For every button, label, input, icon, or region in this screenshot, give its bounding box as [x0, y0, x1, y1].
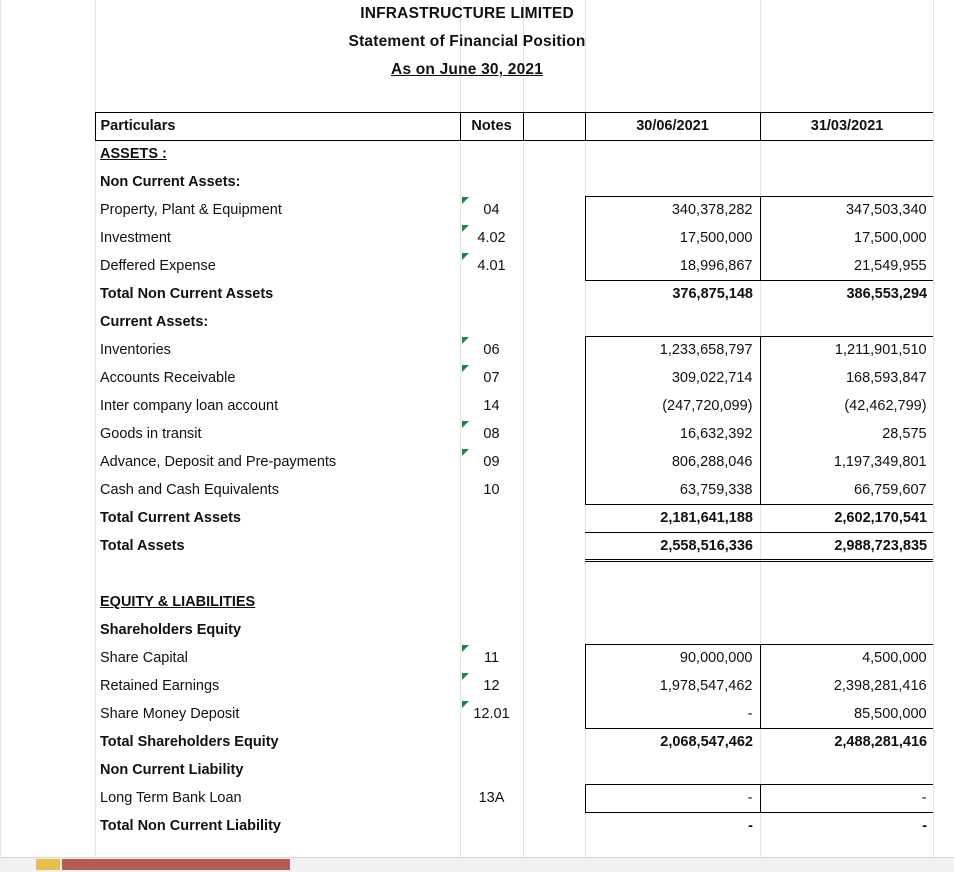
row-previous: 28,575 — [760, 420, 934, 448]
table-row — [0, 700, 934, 728]
row-notes — [460, 616, 523, 644]
row-current — [585, 168, 760, 196]
row-notes: 11 — [483, 650, 500, 666]
row-notes: 08 — [483, 426, 500, 442]
row-notes: 14 — [483, 398, 500, 414]
table-row-total — [0, 280, 934, 308]
table-row — [0, 588, 934, 616]
row-notes — [460, 140, 523, 168]
header-blank — [523, 112, 585, 140]
row-previous: 2,398,281,416 — [760, 672, 934, 700]
row-current — [585, 140, 760, 168]
table-row-total — [0, 812, 934, 840]
table-row — [0, 644, 934, 672]
row-notes — [460, 308, 523, 336]
comment-marker-icon — [462, 673, 469, 680]
row-notes: 13A — [478, 790, 505, 806]
table-row — [0, 448, 934, 476]
table-row — [0, 224, 934, 252]
right-margin-strip — [933, 0, 954, 872]
row-previous: 1,211,901,510 — [760, 336, 934, 364]
header-current-period: 30/06/2021 — [585, 112, 760, 140]
row-current — [585, 560, 760, 588]
title-row-date — [0, 56, 934, 84]
table-row-total — [0, 504, 934, 532]
row-label: Long Term Bank Loan — [100, 790, 242, 806]
scrollbar-segment-yellow[interactable] — [36, 859, 60, 870]
row-previous: 17,500,000 — [760, 224, 934, 252]
row-notes-cell — [460, 336, 523, 364]
row-label: Goods in transit — [100, 426, 202, 442]
row-label: EQUITY & LIABILITIES — [100, 594, 256, 610]
row-notes — [460, 532, 523, 560]
row-notes — [460, 280, 523, 308]
row-label: Cash and Cash Equivalents — [100, 482, 279, 498]
row-current: 63,759,338 — [585, 476, 760, 504]
row-label: Investment — [100, 230, 171, 246]
table-row — [0, 392, 934, 420]
row-label: Property, Plant & Equipment — [100, 202, 282, 218]
row-previous — [760, 756, 934, 784]
table-row-grand-total — [0, 532, 934, 560]
header-notes: Notes — [460, 112, 523, 140]
row-current: 1,978,547,462 — [585, 672, 760, 700]
row-previous: 4,500,000 — [760, 644, 934, 672]
row-notes: 09 — [483, 454, 500, 470]
row-label: Advance, Deposit and Pre-payments — [100, 454, 337, 470]
row-current: - — [748, 818, 753, 835]
row-current: - — [585, 784, 760, 812]
row-notes-cell — [460, 196, 523, 224]
comment-marker-icon — [462, 701, 469, 708]
row-label: Non Current Liability — [100, 762, 244, 778]
row-label: Total Assets — [100, 538, 185, 554]
row-label: ASSETS : — [100, 146, 167, 163]
row-label: Non Current Assets: — [100, 174, 241, 190]
row-notes: 04 — [483, 202, 500, 218]
row-current: 2,181,641,188 — [585, 504, 760, 532]
table-header-row — [0, 112, 934, 140]
row-notes — [460, 728, 523, 756]
header-particulars: Particulars — [95, 112, 460, 140]
row-previous: 2,602,170,541 — [760, 504, 934, 532]
table-row — [0, 168, 934, 196]
comment-marker-icon — [462, 253, 469, 260]
scrollbar-thumb[interactable] — [62, 859, 290, 870]
row-label: Total Current Assets — [100, 510, 241, 526]
row-previous — [760, 140, 934, 168]
row-label — [95, 560, 460, 588]
table-row-spacer — [0, 560, 934, 588]
table-row — [0, 196, 934, 224]
row-notes — [460, 560, 523, 588]
row-notes: 4.01 — [477, 258, 506, 274]
comment-marker-icon — [462, 449, 469, 456]
row-label: Share Capital — [100, 650, 188, 666]
row-notes-cell — [460, 448, 523, 476]
left-margin-cell — [0, 112, 95, 140]
company-title: INFRASTRUCTURE LIMITED — [360, 5, 574, 22]
row-label: Inter company loan account — [100, 398, 279, 414]
row-label: Total Non Current Liability — [100, 818, 281, 834]
row-current: 90,000,000 — [585, 644, 760, 672]
row-label: Shareholders Equity — [100, 622, 242, 638]
row-previous — [760, 588, 934, 616]
row-notes — [460, 168, 523, 196]
table-row — [0, 476, 934, 504]
row-label: Total Shareholders Equity — [100, 734, 279, 750]
row-previous: 168,593,847 — [760, 364, 934, 392]
row-current: 2,558,516,336 — [585, 532, 760, 560]
horizontal-scrollbar[interactable] — [0, 857, 954, 872]
comment-marker-icon — [462, 645, 469, 652]
row-current: (247,720,099) — [585, 392, 760, 420]
row-notes: 06 — [483, 342, 500, 358]
row-current: 16,632,392 — [585, 420, 760, 448]
row-label: Share Money Deposit — [100, 706, 240, 722]
row-notes-cell — [460, 364, 523, 392]
row-previous: 2,988,723,835 — [760, 532, 934, 560]
row-previous: (42,462,799) — [760, 392, 934, 420]
row-previous: - — [760, 784, 934, 812]
table-row — [0, 308, 934, 336]
row-notes: 10 — [483, 482, 500, 498]
row-current: 18,996,867 — [585, 252, 760, 280]
row-current: 376,875,148 — [672, 286, 753, 303]
row-label: Total Non Current Assets — [100, 286, 274, 302]
table-row — [0, 784, 934, 812]
row-notes — [460, 756, 523, 784]
row-notes — [460, 588, 523, 616]
spacer-row — [0, 84, 934, 112]
row-notes-cell — [460, 672, 523, 700]
row-previous: 347,503,340 — [760, 196, 934, 224]
table-row — [0, 420, 934, 448]
row-notes-cell — [460, 252, 523, 280]
row-notes — [460, 812, 523, 840]
row-label: Current Assets: — [100, 314, 209, 330]
table-row — [0, 252, 934, 280]
row-previous: 21,549,955 — [760, 252, 934, 280]
row-previous — [760, 616, 934, 644]
row-current: 340,378,282 — [585, 196, 760, 224]
row-previous: - — [922, 818, 928, 835]
row-notes: 07 — [483, 370, 500, 386]
comment-marker-icon — [462, 337, 469, 344]
row-current: 309,022,714 — [585, 364, 760, 392]
row-current: - — [585, 700, 760, 728]
comment-marker-icon — [462, 365, 469, 372]
header-previous-period: 31/03/2021 — [760, 112, 934, 140]
row-current: 806,288,046 — [585, 448, 760, 476]
row-notes-cell — [460, 420, 523, 448]
row-current — [585, 588, 760, 616]
row-notes: 12 — [483, 678, 500, 694]
row-label: Inventories — [100, 342, 171, 358]
row-notes: 4.02 — [477, 230, 506, 246]
row-current — [585, 616, 760, 644]
table-row — [0, 336, 934, 364]
row-previous: 66,759,607 — [760, 476, 934, 504]
comment-marker-icon — [462, 225, 469, 232]
table-row-total — [0, 728, 934, 756]
row-label: Deffered Expense — [100, 258, 216, 274]
row-notes — [460, 504, 523, 532]
row-notes: 12.01 — [473, 706, 510, 722]
row-label: Accounts Receivable — [100, 370, 236, 386]
row-previous — [760, 560, 934, 588]
table-row — [0, 672, 934, 700]
row-notes-cell — [460, 224, 523, 252]
row-notes-cell — [460, 700, 523, 728]
table-row — [0, 756, 934, 784]
table-row — [0, 616, 934, 644]
comment-marker-icon — [462, 197, 469, 204]
table-row — [0, 140, 934, 168]
table-row — [0, 364, 934, 392]
title-row-statement — [0, 28, 934, 56]
row-label: Retained Earnings — [100, 678, 220, 694]
row-previous: 386,553,294 — [846, 286, 928, 303]
title-row-company — [0, 0, 934, 28]
row-notes-cell — [460, 644, 523, 672]
row-previous — [760, 308, 934, 336]
row-current — [585, 756, 760, 784]
row-current: 2,068,547,462 — [660, 734, 753, 751]
comment-marker-icon — [462, 421, 469, 428]
row-current: 1,233,658,797 — [585, 336, 760, 364]
row-previous: 1,197,349,801 — [760, 448, 934, 476]
as-on-date: As on June 30, 2021 — [391, 61, 544, 78]
statement-title: Statement of Financial Position — [348, 33, 586, 50]
row-previous — [760, 168, 934, 196]
row-previous: 85,500,000 — [760, 700, 934, 728]
row-current — [585, 308, 760, 336]
row-previous: 2,488,281,416 — [834, 734, 928, 751]
row-current: 17,500,000 — [585, 224, 760, 252]
